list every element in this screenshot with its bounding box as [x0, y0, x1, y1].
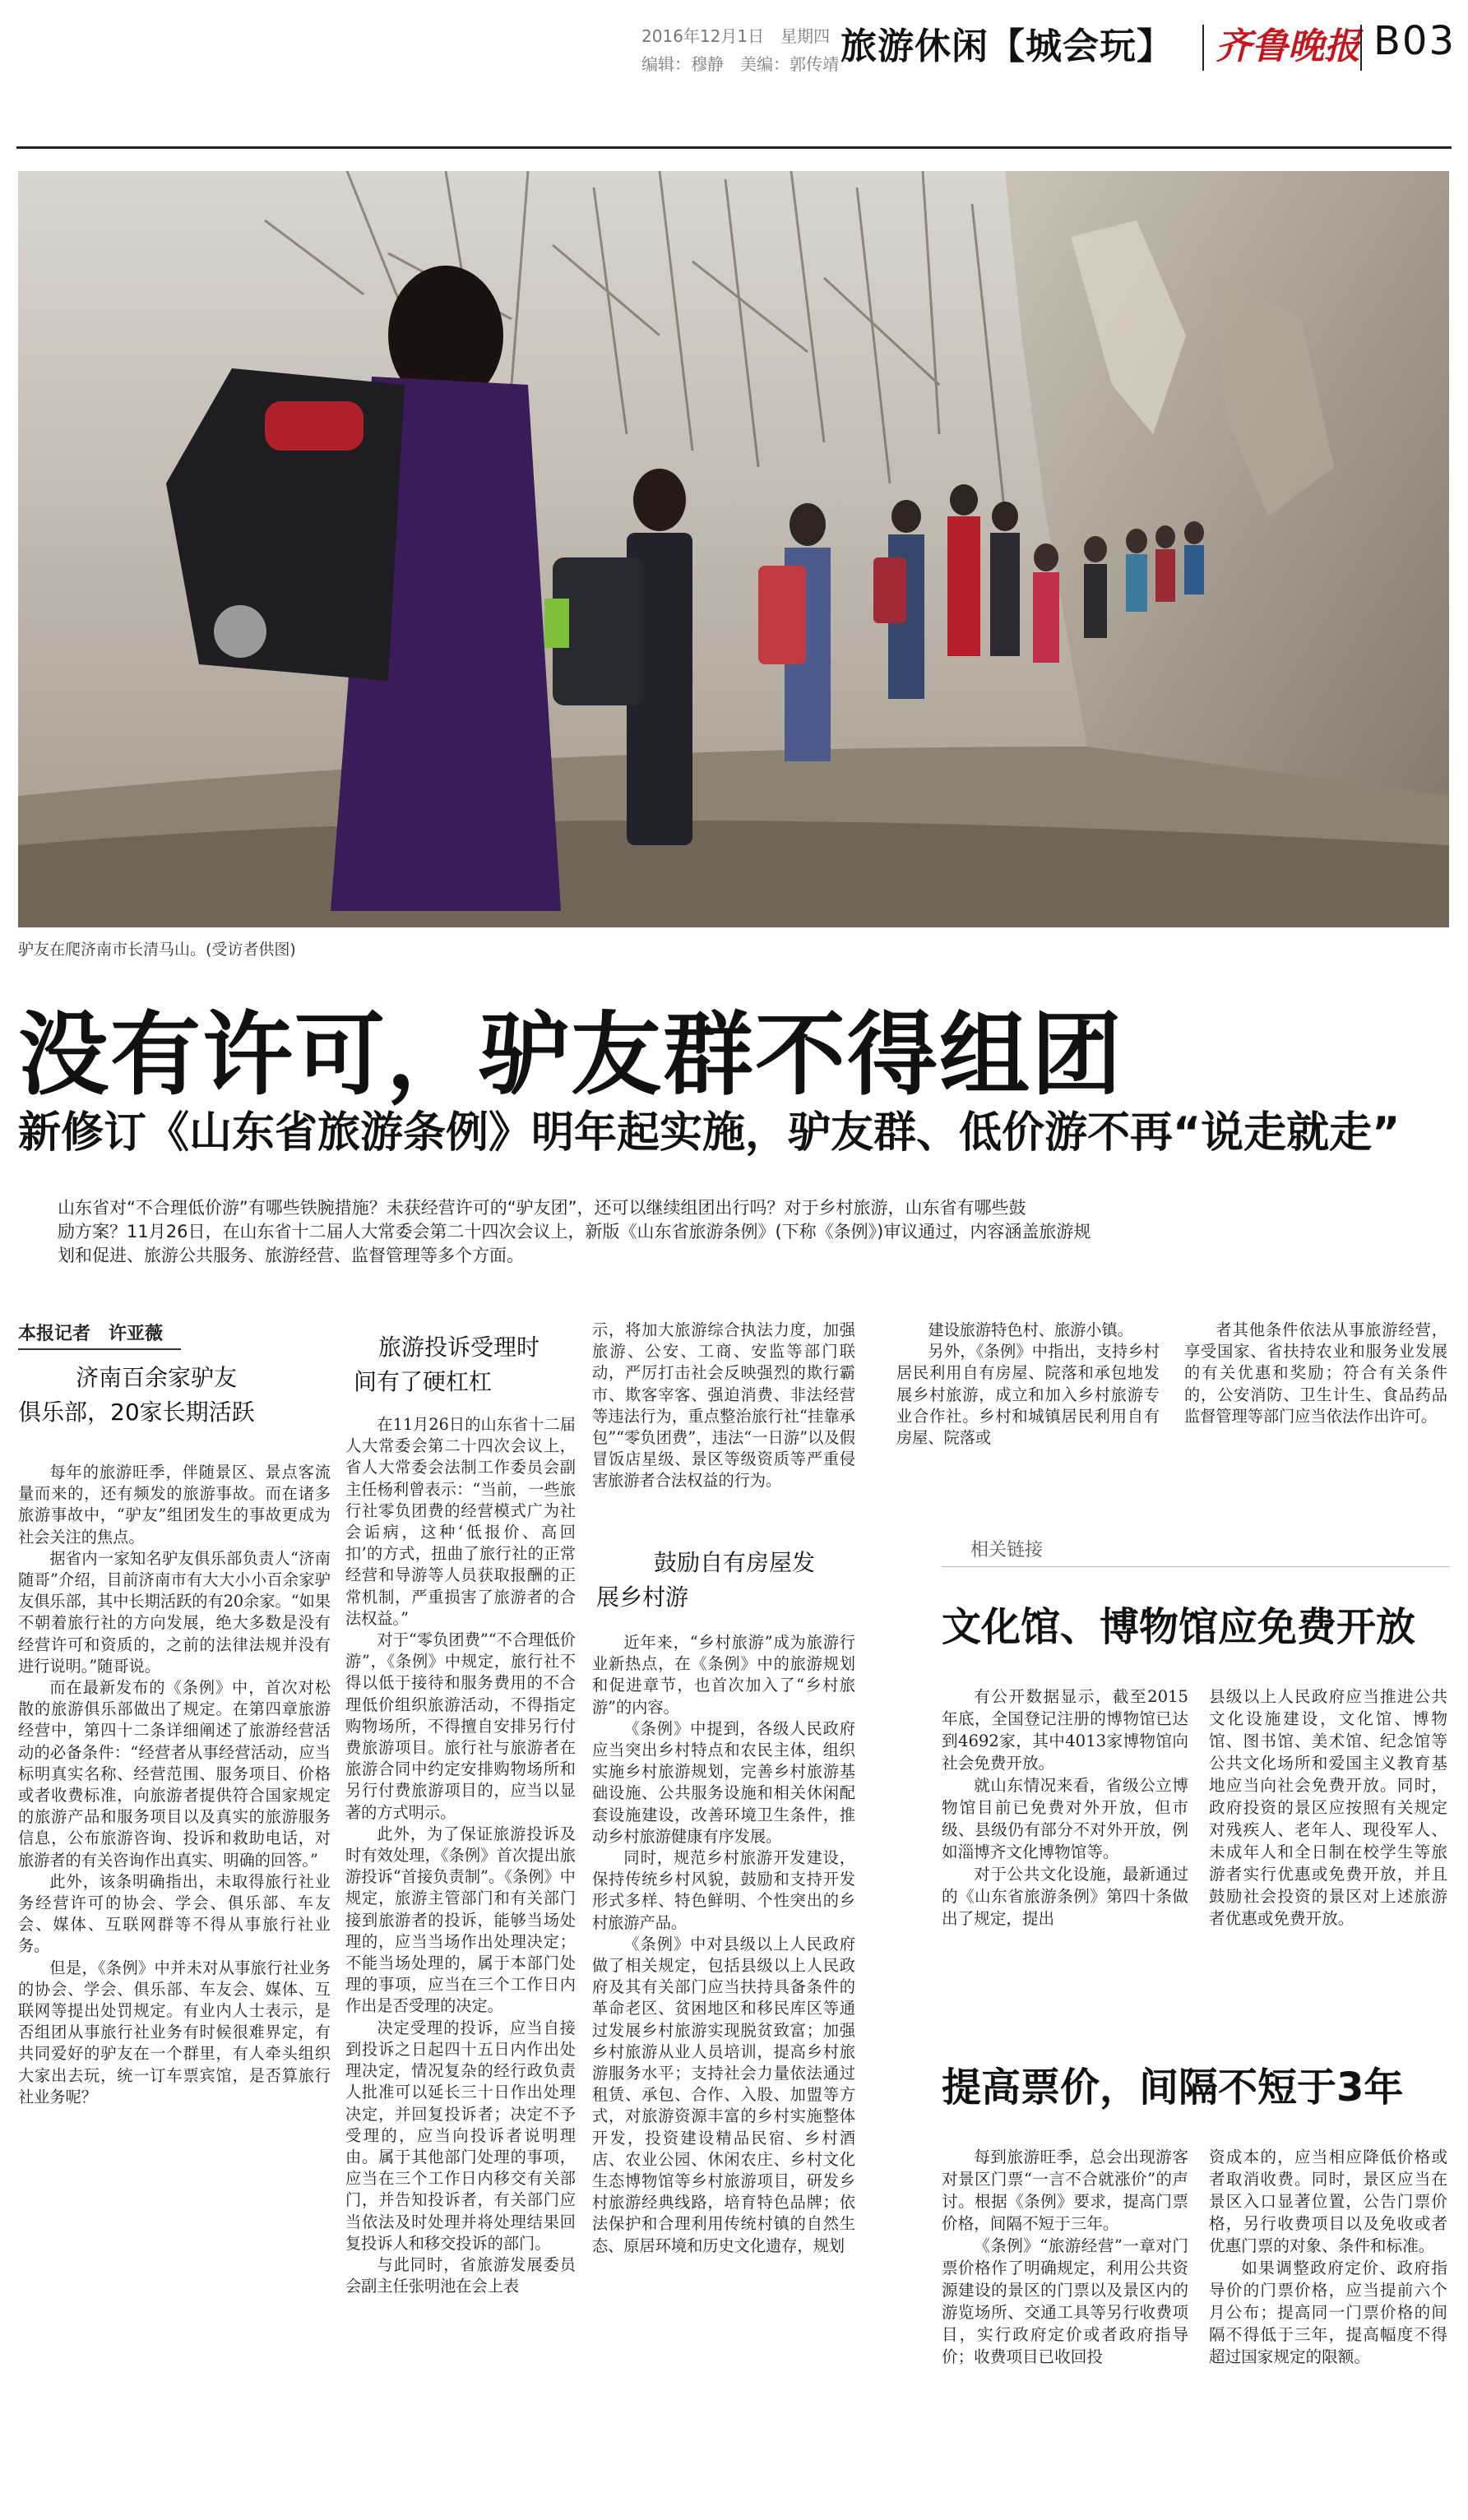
- article-column-3: [592, 1632, 855, 2257]
- paragraph: 县级以上人民政府应当推进公共文化设施建设，文化馆、博物馆、图书馆、美术馆、纪念馆等公共文化场所和爱国主义教育基地应当向社会免费开放。同时，政府投资的景区应按照有关规定对残疾人、老年人、现役军人、未成年人和全日制在校学生等旅游者实行优惠或免费开放，并且鼓励社会投资的景区对上述旅游者优惠或免费开放。: [1209, 1687, 1447, 1928]
- hikers-photo: [18, 171, 1449, 927]
- subheadline: 新修订《山东省旅游条例》明年起实施，驴友群、低价游不再“说走就走”: [18, 1108, 1401, 1158]
- article-column-3-top: [592, 1320, 855, 1492]
- byline-rule: [18, 1348, 181, 1350]
- paragraph: 对于“零负团费”“不合理低价游”，《条例》中规定，旅行社不得以低于接待和服务费用的不合理低价组织旅游活动，不得指定购物场所，不得擅自安排另行付费旅游项目。旅行社与旅游者在旅游合同中约定安排购物场所和另行付费旅游项目的，应当以显著的方式明示。: [345, 1630, 576, 1822]
- newspaper-logo: 齐鲁晚报: [1216, 25, 1360, 67]
- subtitle-line: 济南百余家驴友: [76, 1364, 238, 1391]
- paragraph: 近年来，“乡村旅游”成为旅游行业新热点，在《条例》中的旅游规划和促进章节，也首次加入了“乡村旅游”的内容。: [592, 1633, 855, 1717]
- subtitle-line: 旅游投诉受理时: [378, 1334, 540, 1361]
- paragraph: 同时，规范乡村旅游开发建设，保持传统乡村风貌，鼓励和支持开发形式多样、特色鲜明、个性突出的乡村旅游产品。: [592, 1848, 855, 1932]
- editor-credit: 编辑：穆静 美编：郭传靖: [641, 54, 839, 74]
- paragraph: 者其他条件依法从事旅游经营，享受国家、省扶持农业和服务业发展的有关优惠和奖励；符合有关条件的，公安消防、卫生计生、食品药品监督管理等部门应当依法作出许可。: [1184, 1320, 1447, 1426]
- paragraph: 建设旅游特色村、旅游小镇。: [928, 1320, 1133, 1339]
- paragraph: 在11月26日的山东省十二届人大常委会第二十四次会议上，省人大常委会法制工作委员会副主任杨利曾表示：“当前，一些旅行社零负团费的经营模式广为社会诟病，这种‘低报价、高回扣’的方式，扭曲了旅行社的正常经营和导游等人员获取报酬的正常机制，严重损害了旅游者的合法权益。”: [345, 1415, 576, 1628]
- paragraph: 示，将加大旅游综合执法力度，加强旅游、公安、工商、安监等部门联动，严厉打击社会反映强烈的欺行霸市、欺客宰客、强迫消费、非法经营等违法行为，重点整治旅行社“挂靠承包”“零负团费”，违法“一日游”以及假冒饭店星级、景区等级资质等严重侵害旅游者合法权益的行为。: [592, 1320, 855, 1491]
- paragraph: 《条例》“旅游经营”一章对门票价格作了明确规定，利用公共资源建设的景区的门票以及景区内的游览场所、交通工具等另行收费项目，实行政府定价或者政府指导价；收费项目已收回投: [942, 2236, 1188, 2366]
- lead-line: 励方案？11月26日，在山东省十二届人大常委会第二十四次会议上，新版《山东省旅游条例》(下称《条例》)审议通过，内容涵盖旅游规: [58, 1222, 1091, 1242]
- page-number: B03: [1373, 18, 1456, 64]
- paragraph: 资成本的，应当相应降低价格或者取消收费。同时，景区应当在景区入口显著位置，公告门票价格，另行收费项目以及免收或者优惠门票的对象、条件和标准。: [1209, 2148, 1447, 2255]
- related-links-label: 相关链接: [970, 1540, 1044, 1561]
- article-column-5: [1184, 1320, 1447, 1427]
- paragraph: 《条例》中提到，各级人民政府应当突出乡村特点和农民主体，组织实施乡村旅游规划，完善乡村旅游基础设施、公共服务设施和相关休闲配套设施建设，改善环境卫生条件，推动乡村旅游健康有序发展。: [592, 1718, 855, 1846]
- paragraph: 而在最新发布的《条例》中，首次对松散的旅游俱乐部做出了规定。在第四章旅游经营中，第四十二条详细阐述了旅游经营活动的必备条件：“经营者从事经营活动，应当标明真实名称、经营范围、服务项目、价格或者收费标准，向旅游者提供符合国家规定的旅游产品和服务项目以及真实的旅游服务信息，公布旅游咨询、投诉和救助电话，对旅游者的有关咨询作出真实、明确的回答。”: [18, 1678, 331, 1870]
- paragraph: 就山东情况来看，省级公立博物馆目前已免费对外开放，但市级、县级仍有部分不对外开放，例如淄博齐文化博物馆等。: [942, 1776, 1188, 1861]
- related-story-1-right: [1209, 1685, 1447, 1930]
- section-subtitle-drivers-clubs: [18, 1361, 314, 1430]
- related-story-2-left: [942, 2146, 1188, 2368]
- paragraph: 有公开数据显示，截至2015年底，全国登记注册的博物馆已达到4692家，其中4013家博物馆向社会免费开放。: [942, 1687, 1188, 1773]
- subtitle-line: 间有了硬杠杠: [354, 1368, 493, 1395]
- paragraph: 但是，《条例》中并未对从事旅行社业务的协会、学会、俱乐部、车友会、媒体、互联网等提出处罚规定。有业内人士表示，是否组团从事旅行社业务有时候很难界定，有共同爱好的驴友在一个群里，有人牵头组织大家出去玩，统一订车票宾馆，是否算旅行社业务呢？: [18, 1958, 331, 2106]
- paragraph: 每年的旅游旺季，伴随景区、景点客流量而来的，还有频发的旅游事故。而在诸多旅游事故中，“驴友”组团发生的事故更成为社会关注的焦点。: [18, 1463, 331, 1547]
- subtitle-line: 鼓励自有房屋发: [654, 1549, 816, 1576]
- masthead-divider: [1202, 25, 1204, 71]
- hikers-photo-illustration: [18, 171, 1449, 927]
- paragraph: 《条例》中对县级以上人民政府做了相关规定，包括县级以上人民政府及其有关部门应当扶持具备条件的革命老区、贫困地区和移民库区等通过发展乡村旅游实现脱贫致富；加强乡村旅游从业人员培训，提高乡村旅游服务水平；支持社会力量依法通过租赁、承包、合作、入股、加盟等方式，对旅游资源丰富的乡村实施整体开发，投资建设精品民宿、乡村酒店、农业公园、休闲农庄、乡村文化生态博物馆等乡村旅游项目，研发乡村旅游经典线路，培育特色品牌；依法保护和合理利用传统村镇的自然生态、原居环境和历史文化遗存，规划: [592, 1934, 855, 2255]
- paragraph: 此外，为了保证旅游投诉及时有效处理，《条例》首次提出旅游投诉“首接负责制”。《条例》中规定，旅游主管部门和有关部门接到旅游者的投诉，能够当场处理的，应当当场作出处理决定；不能当场处理的，属于本部门处理的事项，应当在三个工作日内作出是否受理的决定。: [345, 1824, 576, 2016]
- related-links-rule: [942, 1566, 1450, 1567]
- section-subtitle-complaints: [354, 1330, 600, 1399]
- article-column-1: [18, 1462, 331, 2108]
- lead-line: 划和促进、旅游公共服务、旅游经营、监督管理等多个方面。: [58, 1246, 524, 1265]
- byline: 本报记者 许亚薇: [18, 1324, 164, 1344]
- headline: 没有许可，驴友群不得组团: [18, 1002, 1123, 1107]
- paragraph: 如果调整政府定价、政府指导价的门票价格，应当提前六个月公布；提高同一门票价格的间隔不得低于三年，提高幅度不得超过国家规定的限额。: [1209, 2259, 1447, 2366]
- subtitle-line: 俱乐部，20家长期活跃: [18, 1399, 255, 1426]
- masthead: [0, 0, 1468, 148]
- masthead-rule: [16, 146, 1452, 149]
- subtitle-line: 展乡村游: [596, 1584, 689, 1611]
- paragraph: 与此同时，省旅游发展委员会副主任张明池在会上表: [345, 2254, 576, 2296]
- article-column-4: [896, 1320, 1160, 1449]
- related-story-1-title: 文化馆、博物馆应免费开放: [942, 1604, 1416, 1650]
- paragraph: 据省内一家知名驴友俱乐部负责人“济南随哥”介绍，目前济南市有大大小小百余家驴友俱乐部，其中长期活跃的有20余家。“如果不朝着旅行社的方向发展，绝大多数是没有经营许可和资质的，之前的法律法规并没有进行说明。”随哥说。: [18, 1548, 331, 1676]
- issue-date: 2016年12月1日 星期四: [641, 26, 831, 46]
- photo-caption: 驴友在爬济南市长清马山。(受访者供图): [18, 941, 296, 959]
- article-column-2: [345, 1414, 576, 2297]
- paragraph: 另外，《条例》中指出，支持乡村居民利用自有房屋、院落和承包地发展乡村旅游，成立和加入乡村旅游专业合作社。乡村和城镇居民利用自有房屋、院落或: [896, 1342, 1160, 1448]
- related-story-2-right: [1209, 2146, 1447, 2368]
- masthead-divider: [1360, 25, 1362, 71]
- related-story-1-left: [942, 1685, 1188, 1930]
- related-story-2-title: 提高票价，间隔不短于3年: [942, 2065, 1404, 2111]
- section-title: 旅游休闲【城会玩】: [841, 25, 1174, 67]
- paragraph: 此外，该条明确指出，未取得旅行社业务经营许可的协会、学会、俱乐部、车友会、媒体、互联网群等不得从事旅行社业务。: [18, 1871, 331, 1956]
- lead-paragraph: [58, 1196, 1209, 1268]
- lead-line: 山东省对“不合理低价游”有哪些铁腕措施？未获经营许可的“驴友团”，还可以继续组团出行吗？对于乡村旅游，山东省有哪些鼓: [58, 1198, 1026, 1218]
- paragraph: 决定受理的投诉，应当自接到投诉之日起四十五日内作出处理决定，情况复杂的经行政负责人批准可以延长三十日作出处理决定，并回复投诉者；决定不予受理的，应当向投诉者说明理由。属于其他部门处理的事项，应当在三个工作日内移交有关部门，并告知投诉者，有关部门应当依法及时处理并将处理结果回复投诉人和移交投诉的部门。: [345, 2018, 576, 2253]
- paragraph: 对于公共文化设施，最新通过的《山东省旅游条例》第四十条做出了规定，提出: [942, 1865, 1188, 1928]
- paragraph: 每到旅游旺季，总会出现游客对景区门票“一言不合就涨价”的声讨。根据《条例》要求，提高门票价格，间隔不短于三年。: [942, 2148, 1188, 2233]
- section-subtitle-rural-tourism: [596, 1546, 868, 1615]
